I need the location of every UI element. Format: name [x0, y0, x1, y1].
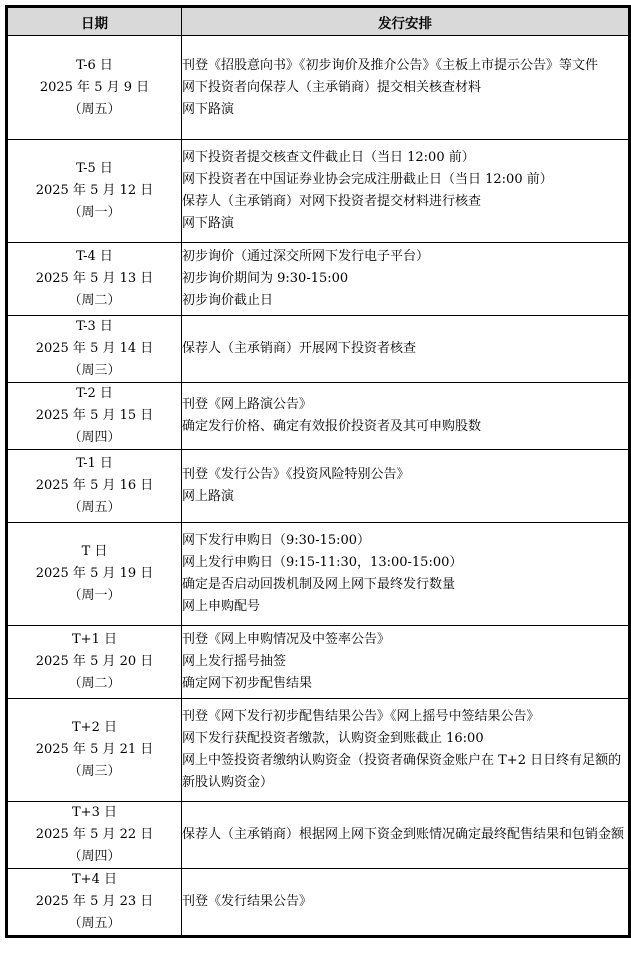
plan-item: 网下投资者在中国证券业协会完成注册截止日（当日 12:00 前） [182, 172, 553, 187]
plan-item: 保荐人（主承销商）开展网下投资者核查 [182, 341, 417, 356]
plan-cell [182, 523, 629, 626]
issuance-schedule-table [7, 7, 629, 936]
date-weekday: （周四） [68, 849, 121, 864]
date-weekday: （周五） [68, 916, 121, 931]
date-weekday: （周一） [68, 588, 121, 603]
date-t: T+1 日 [72, 632, 117, 647]
table-row [8, 450, 629, 523]
table-row [8, 699, 629, 802]
date-cell [8, 699, 182, 802]
table-row [8, 316, 629, 383]
date-date: 2025 年 5 月 15 日 [35, 408, 154, 423]
plan-item: 网下路演 [182, 216, 235, 231]
plan-item: 网下投资者提交核查文件截止日（当日 12:00 前） [182, 150, 475, 165]
plan-cell [182, 869, 629, 936]
plan-item: 网下路演 [182, 101, 235, 117]
plan-item: 网上发行申购日（9:15-11:30，13:00-15:00） [182, 555, 463, 570]
plan-item: 网上路演 [182, 489, 235, 504]
plan-item: 网上申购配号 [182, 599, 261, 614]
date-weekday: （周三） [68, 764, 121, 779]
table-row [8, 869, 629, 936]
date-t: T-3 日 [76, 319, 113, 334]
plan-item: 刊登《网上申购情况及中签率公告》 [182, 632, 391, 647]
date-t: T-6 日 [76, 57, 113, 73]
date-cell [8, 802, 182, 869]
plan-item: 网上发行摇号抽签 [182, 654, 287, 669]
date-date: 2025 年 5 月 9 日 [39, 79, 150, 95]
date-t: T+3 日 [72, 805, 117, 820]
table-body [8, 36, 629, 936]
date-cell [8, 316, 182, 383]
plan-item: 刊登《发行结果公告》 [182, 894, 313, 909]
plan-item: 刊登《网下发行初步配售结果公告》《网上摇号中签结果公告》 [182, 709, 540, 724]
plan-cell [182, 450, 629, 523]
plan-cell [182, 626, 629, 699]
date-t: T-2 日 [76, 386, 113, 401]
table-row [8, 802, 629, 869]
date-cell [8, 626, 182, 699]
date-t: T 日 [81, 544, 108, 559]
date-weekday: （周二） [68, 676, 121, 691]
plan-cell [182, 699, 629, 802]
date-weekday: （周五） [68, 500, 121, 515]
date-date: 2025 年 5 月 14 日 [35, 341, 154, 356]
date-cell [8, 243, 182, 316]
date-weekday: （周三） [68, 363, 121, 378]
date-t: T-4 日 [76, 249, 113, 264]
date-t: T+2 日 [72, 720, 117, 735]
plan-item: 初步询价（通过深交所网下发行电子平台） [182, 249, 430, 264]
plan-cell [182, 36, 629, 140]
plan-item: 网上中签投资者缴纳认购资金（投资者确保资金账户在 T+2 日日终有足额的新股认购资金） [182, 753, 622, 790]
plan-item: 刊登《发行公告》《投资风险特别公告》 [182, 467, 410, 482]
plan-item: 确定发行价格、确定有效报价投资者及其可申购股数 [182, 419, 482, 434]
date-date: 2025 年 5 月 16 日 [35, 478, 154, 493]
table-row [8, 36, 629, 140]
table-header-row [8, 8, 629, 36]
date-date: 2025 年 5 月 23 日 [35, 894, 154, 909]
date-weekday: （周五） [68, 101, 121, 117]
plan-item: 网下发行申购日（9:30-15:00） [182, 533, 371, 548]
table-row [8, 626, 629, 699]
date-date: 2025 年 5 月 19 日 [35, 566, 154, 581]
plan-item: 刊登《招股意向书》《初步询价及推介公告》《主板上市提示公告》等文件 [182, 57, 599, 73]
plan-item: 刊登《网上路演公告》 [182, 397, 313, 412]
table-row [8, 243, 629, 316]
date-weekday: （周一） [68, 205, 121, 220]
plan-cell [182, 316, 629, 383]
plan-item: 保荐人（主承销商）根据网上网下资金到账情况确定最终配售结果和包销金额 [182, 827, 625, 842]
plan-item: 确定网下初步配售结果 [182, 676, 313, 691]
date-date: 2025 年 5 月 20 日 [35, 654, 154, 669]
date-date: 2025 年 5 月 12 日 [35, 183, 154, 198]
plan-item: 初步询价期间为 9:30-15:00 [182, 271, 349, 286]
date-cell [8, 140, 182, 243]
date-weekday: （周四） [68, 430, 121, 445]
date-t: T-1 日 [76, 456, 113, 471]
plan-item: 保荐人（主承销商）对网下投资者提交材料进行核查 [182, 194, 482, 209]
date-cell [8, 523, 182, 626]
table-row [8, 140, 629, 243]
schedule-table-frame [5, 5, 631, 938]
plan-cell [182, 140, 629, 243]
table-row [8, 383, 629, 450]
date-t: T-5 日 [76, 161, 113, 176]
plan-cell [182, 802, 629, 869]
plan-item: 初步询价截止日 [182, 293, 274, 308]
date-cell [8, 383, 182, 450]
plan-item: 确定是否启动回拨机制及网上网下最终发行数量 [182, 577, 456, 592]
date-date: 2025 年 5 月 21 日 [35, 742, 154, 757]
header-date: 日期 [8, 8, 182, 36]
header-plan: 发行安排 [182, 8, 629, 36]
date-t: T+4 日 [72, 872, 117, 887]
plan-item: 网下发行获配投资者缴款，认购资金到账截止 16:00 [182, 731, 484, 746]
date-cell [8, 450, 182, 523]
date-cell [8, 36, 182, 140]
plan-cell [182, 383, 629, 450]
date-weekday: （周二） [68, 293, 121, 308]
date-cell [8, 869, 182, 936]
date-date: 2025 年 5 月 13 日 [35, 271, 154, 286]
plan-cell [182, 243, 629, 316]
date-date: 2025 年 5 月 22 日 [35, 827, 154, 842]
table-row [8, 523, 629, 626]
plan-item: 网下投资者向保荐人（主承销商）提交相关核查材料 [182, 79, 482, 95]
